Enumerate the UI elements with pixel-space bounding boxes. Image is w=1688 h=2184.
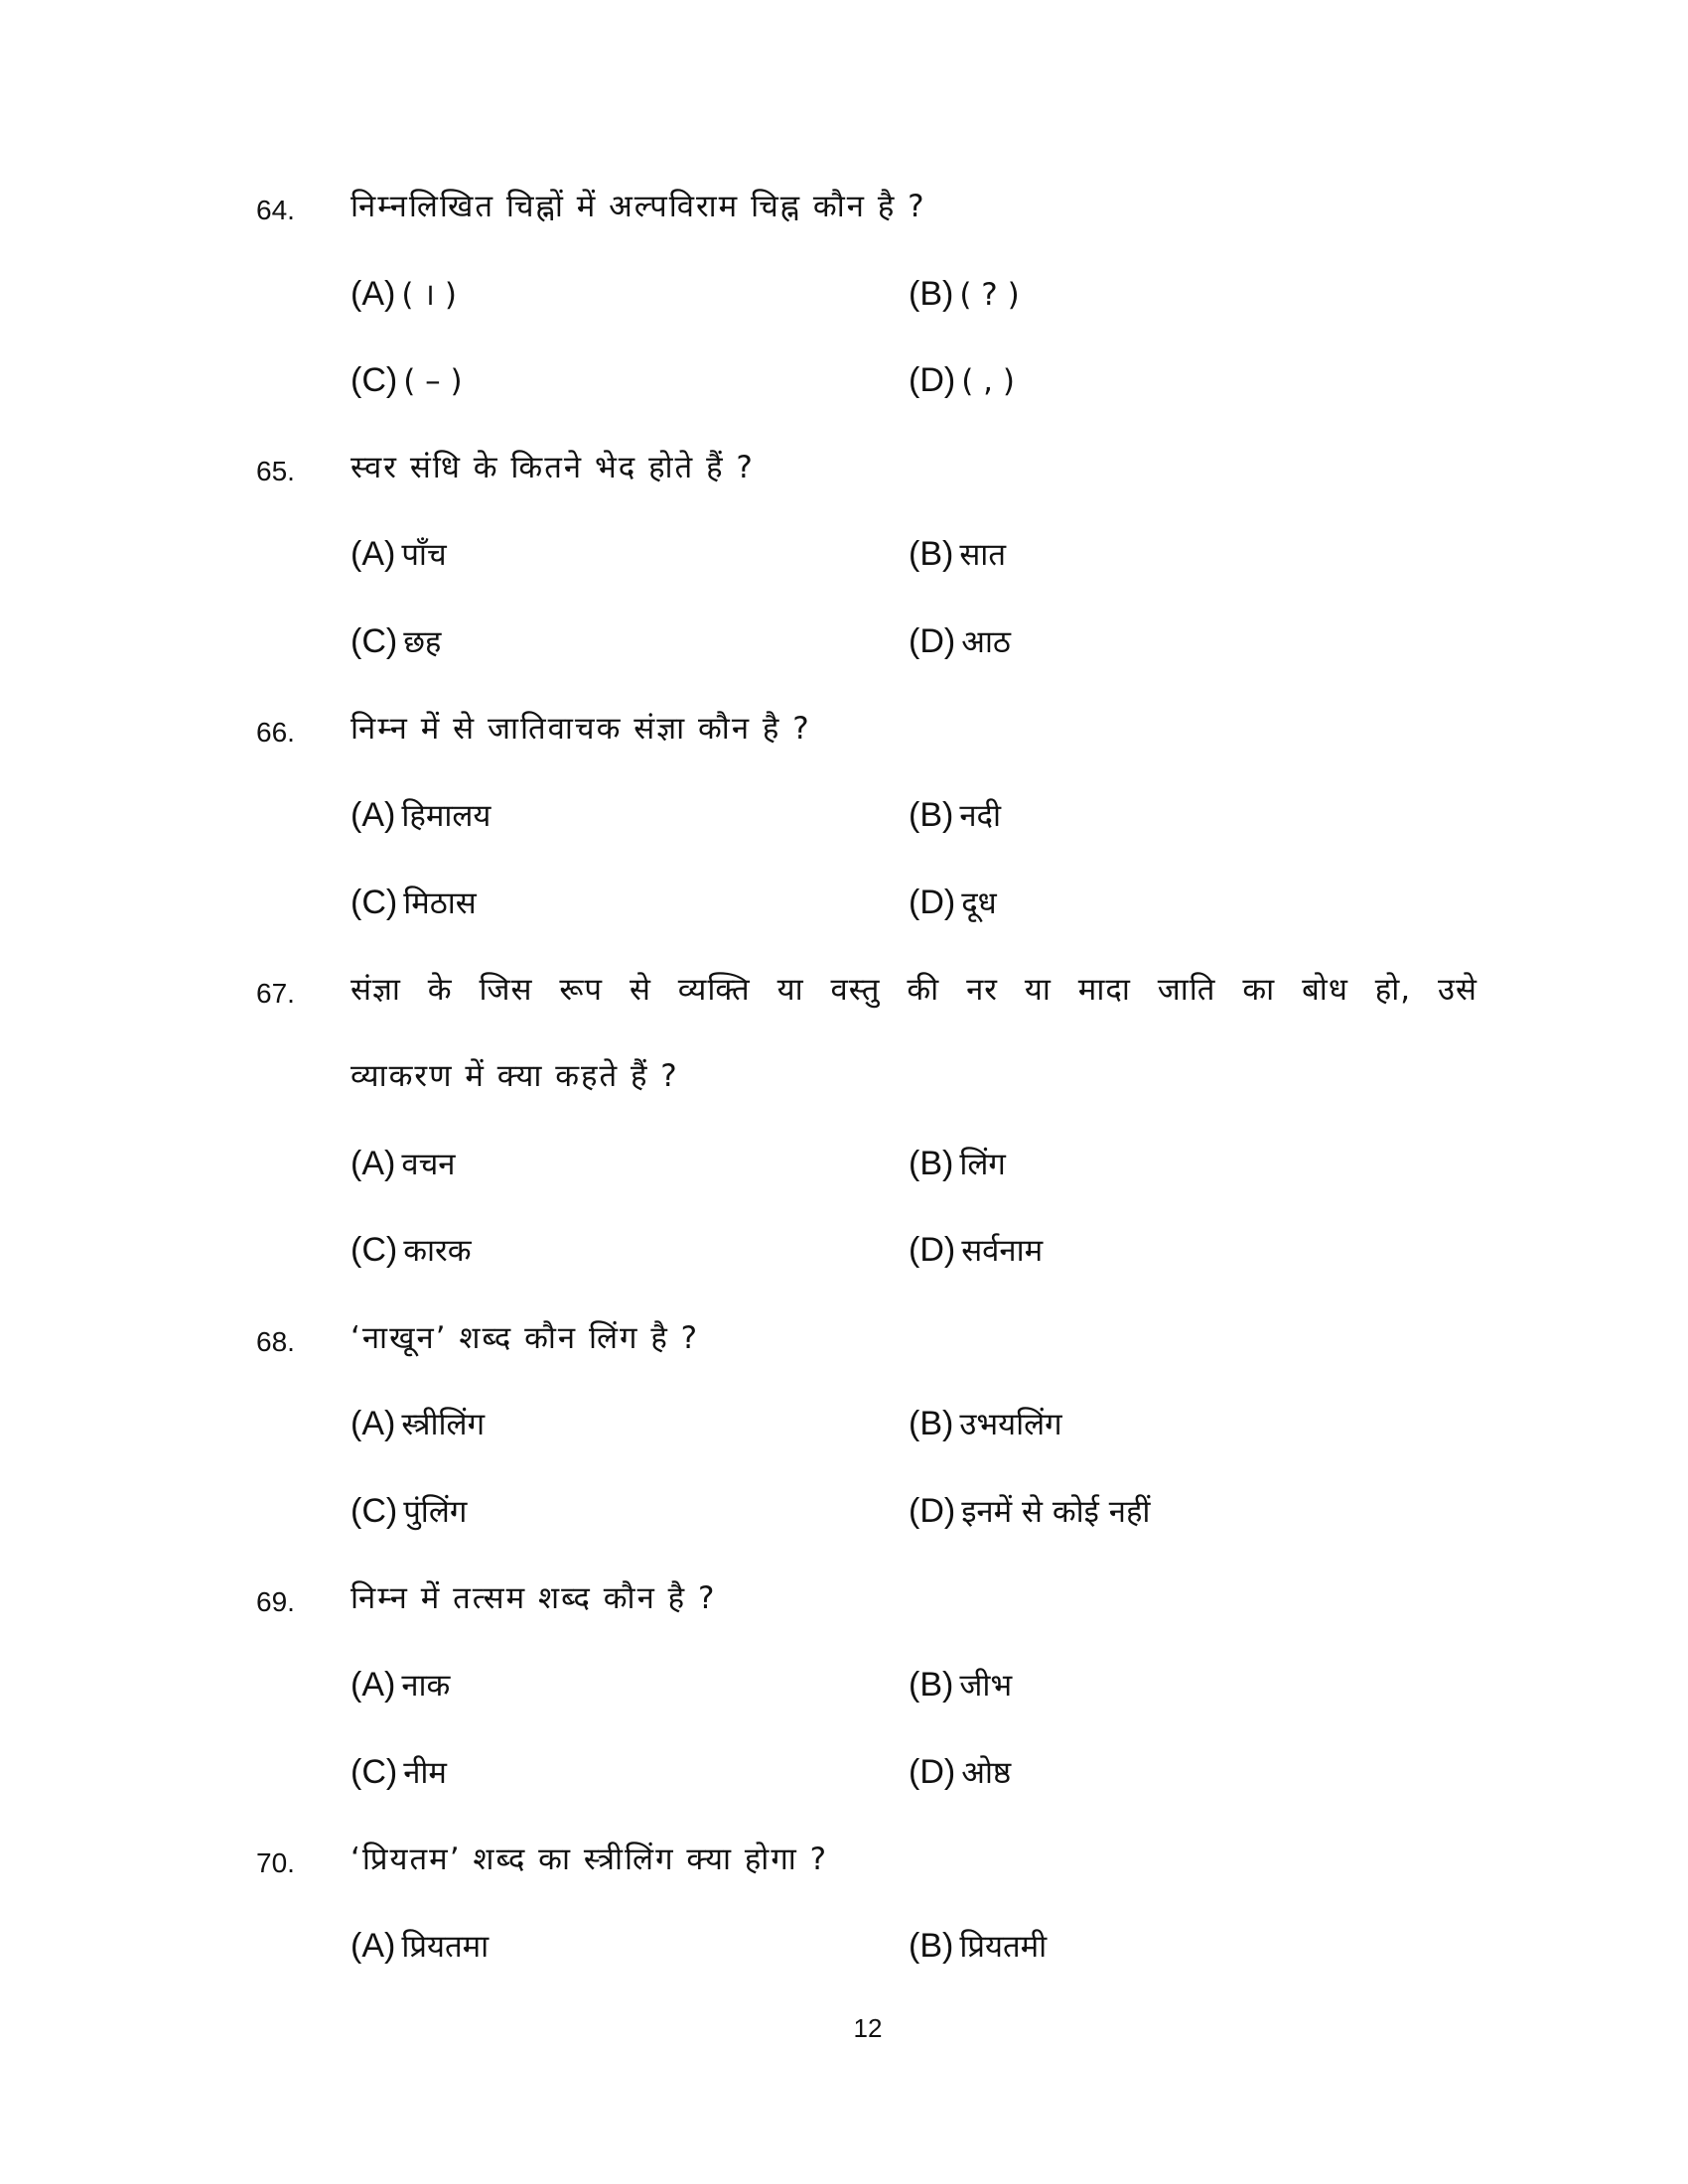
option-text: प्रियतमी — [959, 1929, 1048, 1965]
option-a — [351, 1402, 485, 1446]
question-number: 67. — [256, 978, 295, 1009]
option-text: वचन — [401, 1147, 456, 1182]
option-d — [909, 881, 997, 925]
option-label: (C) — [351, 1492, 398, 1530]
option-c — [351, 1228, 472, 1273]
option-text: जीभ — [959, 1668, 1013, 1704]
option-b — [909, 1142, 1006, 1186]
option-d — [909, 358, 1015, 403]
option-text: कारक — [403, 1233, 472, 1269]
option-label: (C) — [351, 622, 398, 660]
option-text: नीम — [403, 1755, 447, 1791]
option-label: (A) — [351, 1145, 396, 1182]
option-a — [351, 272, 457, 317]
option-d — [909, 1750, 1011, 1795]
option-text: प्रियतमा — [401, 1929, 490, 1965]
option-a — [351, 1663, 450, 1707]
option-b — [909, 793, 1001, 838]
option-c — [351, 619, 441, 664]
option-label: (B) — [909, 535, 954, 573]
page-number: 12 — [853, 2013, 883, 2043]
option-text: उभयलिंग — [959, 1407, 1062, 1442]
option-label: (A) — [351, 796, 396, 834]
option-label: (C) — [351, 361, 398, 399]
option-d — [909, 1228, 1043, 1273]
option-text: सर्वनाम — [961, 1233, 1044, 1269]
option-a — [351, 1142, 455, 1186]
option-text: ( , ) — [961, 363, 1015, 399]
option-label: (A) — [351, 1927, 396, 1965]
option-d — [909, 619, 1011, 664]
option-label: (B) — [909, 1927, 954, 1965]
option-text: हिमालय — [401, 798, 492, 834]
option-text: लिंग — [959, 1147, 1006, 1182]
option-label: (A) — [351, 535, 396, 573]
option-label: (D) — [909, 1231, 956, 1269]
option-label: (C) — [351, 884, 398, 921]
question-text: निम्न में तत्सम शब्द कौन है ? — [351, 1580, 717, 1616]
option-b — [909, 272, 1020, 317]
option-text: ओष्ठ — [961, 1755, 1012, 1791]
option-label: (D) — [909, 884, 956, 921]
option-label: (B) — [909, 1145, 954, 1182]
option-text: स्त्रीलिंग — [401, 1407, 486, 1442]
option-text: ( । ) — [401, 277, 457, 313]
option-label: (A) — [351, 1666, 396, 1704]
question-number: 68. — [256, 1326, 295, 1357]
option-label: (B) — [909, 1666, 954, 1704]
option-text: मिठास — [403, 886, 477, 921]
question-text: ‘प्रियतम’ शब्द का स्त्रीलिंग क्या होगा ? — [351, 1842, 829, 1877]
question-number: 66. — [256, 717, 295, 748]
option-label: (B) — [909, 1405, 954, 1442]
option-text: दूध — [961, 886, 997, 921]
option-a — [351, 1924, 489, 1969]
option-label: (C) — [351, 1231, 398, 1269]
option-c — [351, 358, 463, 403]
question-text-line-2: व्याकरण में क्या कहते हैं ? — [351, 1058, 679, 1094]
question-number: 70. — [256, 1847, 295, 1878]
option-a — [351, 532, 447, 577]
option-text: छह — [403, 624, 442, 660]
option-d — [909, 1489, 1150, 1534]
question-text-line-1: संज्ञा के जिस रूप से व्यक्ति या वस्तु की नर या मादा जाति का बोध हो, उसे — [351, 972, 1477, 1008]
option-label: (D) — [909, 1753, 956, 1791]
option-text: इनमें से कोई नहीं — [961, 1494, 1151, 1530]
option-text: पाँच — [401, 537, 447, 573]
option-text: नाक — [401, 1668, 451, 1704]
option-b — [909, 1924, 1047, 1969]
option-c — [351, 881, 477, 925]
option-c — [351, 1489, 467, 1534]
option-label: (B) — [909, 275, 954, 313]
option-text: आठ — [961, 624, 1011, 660]
option-label: (D) — [909, 1492, 956, 1530]
option-b — [909, 1402, 1062, 1446]
question-number: 65. — [256, 456, 295, 486]
question-text: निम्न में से जातिवाचक संज्ञा कौन है ? — [351, 711, 811, 747]
option-text: ( – ) — [403, 363, 463, 399]
option-text: पुंलिंग — [403, 1494, 468, 1530]
option-label: (C) — [351, 1753, 398, 1791]
option-b — [909, 532, 1006, 577]
question-text: स्वर संधि के कितने भेद होते हैं ? — [351, 450, 755, 485]
option-label: (A) — [351, 275, 396, 313]
option-c — [351, 1750, 447, 1795]
option-label: (A) — [351, 1405, 396, 1442]
option-text: नदी — [959, 798, 1002, 834]
option-text: सात — [959, 537, 1006, 573]
option-label: (D) — [909, 622, 956, 660]
question-text: ‘नाखून’ शब्द कौन लिंग है ? — [351, 1320, 700, 1356]
option-text: ( ? ) — [959, 277, 1020, 313]
option-a — [351, 793, 491, 838]
question-number: 69. — [256, 1586, 295, 1617]
question-text: निम्नलिखित चिह्नों में अल्पविराम चिह्न कौन है ? — [351, 189, 926, 224]
option-label: (D) — [909, 361, 956, 399]
option-b — [909, 1663, 1012, 1707]
option-label: (B) — [909, 796, 954, 834]
question-number: 64. — [256, 195, 295, 225]
